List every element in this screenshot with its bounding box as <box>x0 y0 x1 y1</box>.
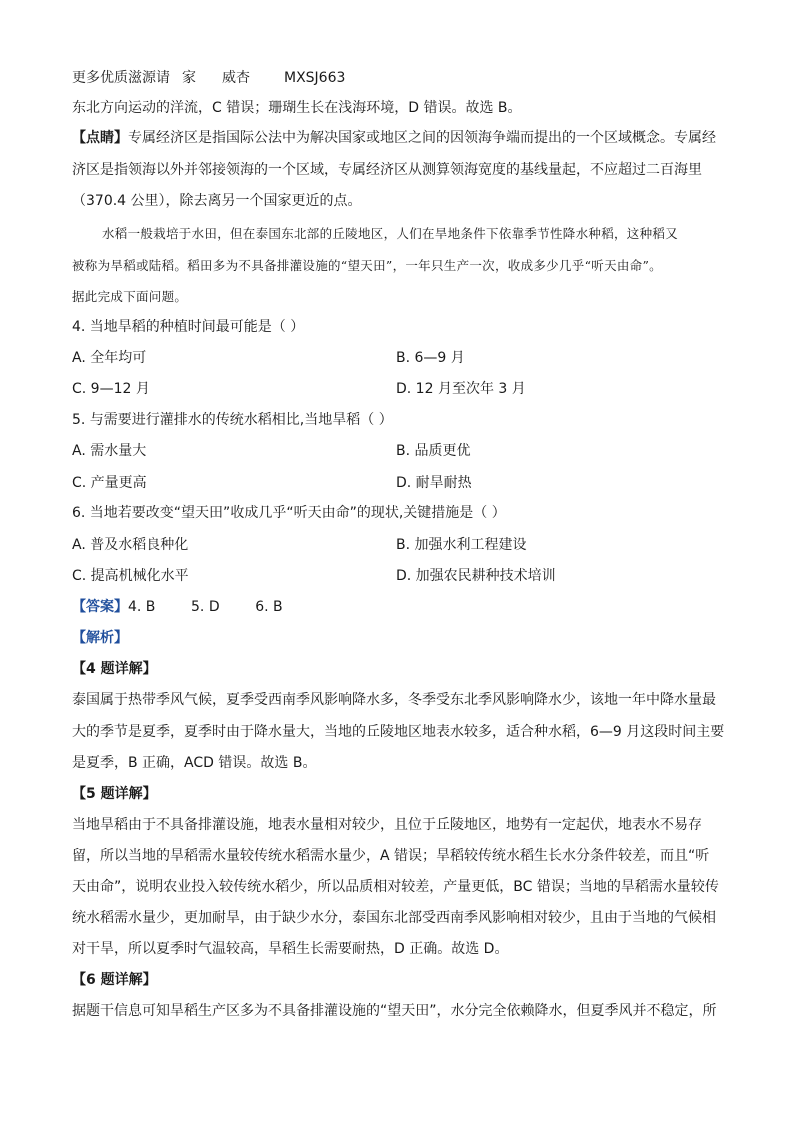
tip-line-2: 济区是指领海以外并邻接领海的一个区域，专属经济区从测算领海宽度的基线量起，不应超过二百海里 <box>72 162 702 178</box>
header-part-2: 家 <box>182 70 196 86</box>
tip-text-1: 专属经济区是指国际公法中为解决国家或地区之间的因领海争端而提出的一个区域概念。专属经 <box>128 130 716 146</box>
q4-option-c: C. 9—12 月 <box>72 381 150 397</box>
detail-4-tag: 【4 题详解】 <box>72 661 157 677</box>
header-part-4: MXSJ663 <box>284 70 346 86</box>
detail-4-line-2: 大的季节是夏季，夏季时由于降水量大，当地的丘陵地区地表水较多，适合种水稻，6—9 月这段时间主要 <box>72 724 725 740</box>
detail-4-line-3: 是夏季，B 正确，ACD 错误。故选 B。 <box>72 755 317 771</box>
question-4-stem: 4. 当地旱稻的种植时间最可能是（ ） <box>72 319 305 335</box>
detail-5-line-5: 对干旱，所以夏季时气温较高，旱稻生长需要耐热，D 正确。故选 D。 <box>72 941 509 957</box>
detail-5-line-4: 统水稻需水量少，更加耐旱，由于缺少水分，泰国东北部受西南季风影响相对较少，且由于当地的气候相 <box>72 910 716 926</box>
header-part-3: 威杏 <box>222 70 250 86</box>
detail-5-line-3: 天由命”，说明农业投入较传统水稻少，所以品质相对较差，产量更低，BC 错误；当地的旱稻需水量较传 <box>72 879 719 895</box>
prev-answer-line: 东北方向运动的洋流，C 错误；珊瑚生长在浅海环境，D 错误。故选 B。 <box>72 100 522 116</box>
q4-option-a: A. 全年均可 <box>72 350 147 366</box>
detail-6-tag: 【6 题详解】 <box>72 972 157 988</box>
material-line-3: 据此完成下面问题。 <box>72 289 188 304</box>
q5-option-c: C. 产量更高 <box>72 475 147 491</box>
material-line-1: 水稻一般栽培于水田，但在泰国东北部的丘陵地区，人们在旱地条件下依靠季节性降水种稻，这种稻又 <box>102 226 679 241</box>
detail-6-line-1: 据题干信息可知旱稻生产区多为不具备排灌设施的“望天田”，水分完全依赖降水，但夏季风并不稳定，所 <box>72 1003 717 1019</box>
tip-line-3: （370.4 公里），除去离另一个国家更近的点。 <box>72 193 362 209</box>
page-header <box>72 68 345 88</box>
question-6-stem: 6. 当地若要改变“望天田”收成几乎“听天由命”的现状,关键措施是（ ） <box>72 505 506 521</box>
question-5-stem: 5. 与需要进行灌排水的传统水稻相比,当地旱稻（ ） <box>72 412 393 428</box>
material-line-2: 被称为旱稻或陆稻。稻田多为不具备排灌设施的“望天田”，一年只生产一次，收成多少几乎“听天由命”。 <box>72 258 662 273</box>
q5-option-b: B. 品质更优 <box>396 443 471 459</box>
q4-option-b: B. 6—9 月 <box>396 350 465 366</box>
detail-5-line-1: 当地旱稻由于不具备排灌设施，地表水量相对较少，且位于丘陵地区，地势有一定起伏，地表水不易存 <box>72 817 702 833</box>
q6-option-d: D. 加强农民耕种技术培训 <box>396 568 556 584</box>
header-part-1: 更多优质滋源请 <box>72 70 170 86</box>
q6-option-a: A. 普及水稻良种化 <box>72 537 189 553</box>
detail-5-line-2: 留，所以当地的旱稻需水量较传统水稻需水量少，A 错误；旱稻较传统水稻生长水分条件较差，而且“听 <box>72 848 710 864</box>
q6-option-c: C. 提高机械化水平 <box>72 568 189 584</box>
answer-tag: 【答案】 <box>72 599 128 615</box>
q4-option-d: D. 12 月至次年 3 月 <box>396 381 526 397</box>
analysis-label: 【解析】 <box>72 630 128 646</box>
answer-text: 4. B 5. D 6. B <box>128 599 283 615</box>
tip-line-1 <box>72 128 716 148</box>
detail-5-tag: 【5 题详解】 <box>72 786 157 802</box>
q5-option-a: A. 需水量大 <box>72 443 147 459</box>
tip-tag: 【点睛】 <box>72 130 128 146</box>
detail-4-line-1: 泰国属于热带季风气候，夏季受西南季风影响降水多，冬季受东北季风影响降水少，该地一年中降水量最 <box>72 692 716 708</box>
q6-option-b: B. 加强水利工程建设 <box>396 537 527 553</box>
q5-option-d: D. 耐旱耐热 <box>396 475 472 491</box>
analysis-tag <box>72 628 128 648</box>
answer-line <box>72 597 283 617</box>
